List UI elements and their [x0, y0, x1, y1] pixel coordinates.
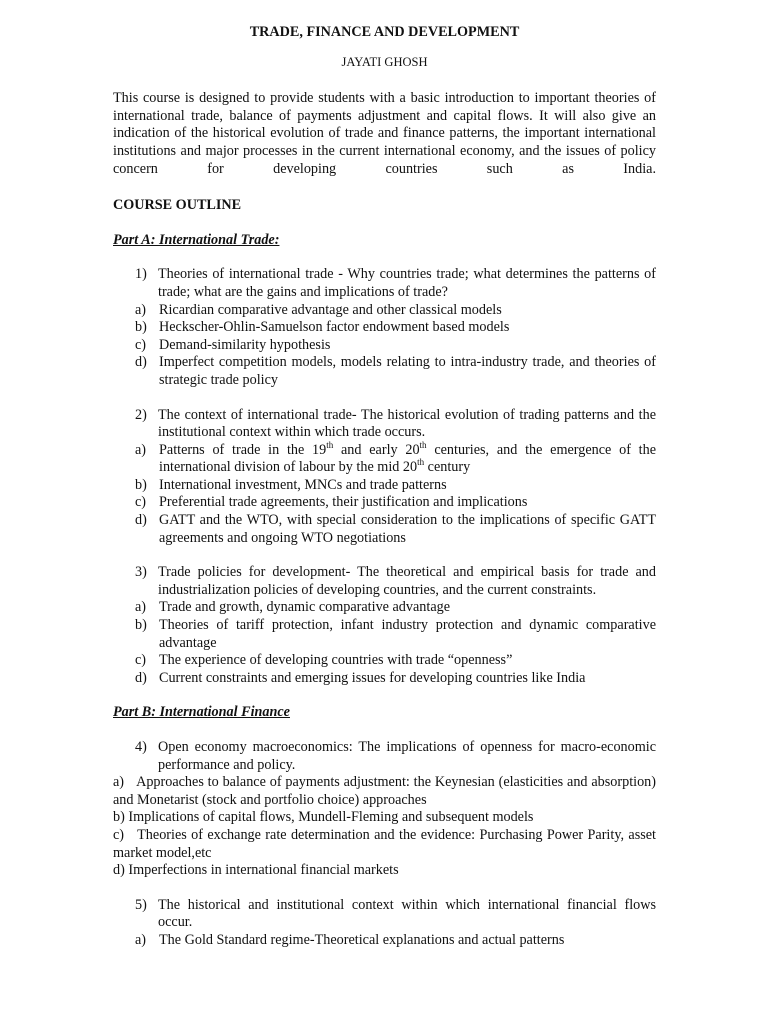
- section-text: The context of international trade- The historical evolution of trading patterns and the institutional context within which trade occurs.: [158, 406, 656, 441]
- list-item: [113, 512, 656, 547]
- section-text: Theories of international trade - Why countries trade; what determines the patterns of trade; what are the gains and implications of trade?: [158, 266, 656, 300]
- item-text: Implications of capital flows, Mundell-Fleming and subsequent models: [128, 809, 534, 826]
- item-text-part: century: [424, 459, 471, 476]
- item-label: b): [113, 809, 125, 826]
- list-item: [113, 439, 657, 477]
- item-label: b): [135, 617, 147, 634]
- list-item: [113, 774, 656, 809]
- section-5-title: [113, 897, 656, 932]
- item-label: a): [135, 599, 147, 616]
- item-label: c): [135, 336, 147, 353]
- item-text-part: Patterns of trade in the 19: [159, 441, 327, 458]
- list-item: [113, 809, 656, 827]
- item-text: Ricardian comparative advantage and other classical models: [159, 301, 502, 318]
- section-5: [113, 897, 656, 950]
- list-item: [113, 599, 656, 617]
- list-item: [113, 477, 656, 495]
- item-label: a): [135, 931, 147, 948]
- section-text: Trade policies for development- The theoretical and empirical basis for trade and industrialization policies of developing countries, and the current constraints.: [158, 564, 656, 598]
- part-a-heading: [113, 232, 656, 250]
- part-a-heading-text: Part A: International Trade:: [113, 231, 280, 248]
- item-label: a): [113, 774, 125, 791]
- list-item: [113, 862, 656, 880]
- list-item: [113, 494, 656, 512]
- list-item: [113, 827, 656, 862]
- course-outline-heading: COURSE OUTLINE: [113, 197, 242, 214]
- section-2: [113, 407, 656, 548]
- item-text: Theories of tariff protection, infant industry protection and dynamic comparative advantage: [159, 617, 656, 651]
- list-item: [113, 319, 656, 337]
- section-3: [113, 564, 656, 687]
- item-text: Theories of exchange rate determination and the evidence: Purchasing Power Parity, asset market model,etc: [113, 826, 656, 861]
- section-number: 4): [135, 739, 147, 755]
- item-text: Demand-similarity hypothesis: [159, 336, 331, 353]
- document-author: JAYATI GHOSH: [341, 54, 428, 69]
- section-number: 2): [135, 406, 147, 423]
- item-text: [159, 439, 657, 477]
- item-text: Imperfect competition models, models relating to intra-industry trade, and theories of strategic trade policy: [159, 354, 656, 388]
- item-label: d): [135, 669, 147, 686]
- list-item: [113, 337, 656, 355]
- item-text-part: centuries, and the emergence of the international division of labour by the mid 20: [159, 441, 657, 476]
- item-text: The experience of developing countries with trade “openness”: [159, 652, 513, 669]
- item-text: The Gold Standard regime-Theoretical explanations and actual patterns: [159, 931, 565, 948]
- item-label: c): [113, 826, 125, 843]
- section-4: [113, 739, 656, 880]
- item-label: b): [135, 476, 147, 493]
- section-1: [113, 266, 656, 389]
- item-label: a): [135, 441, 147, 458]
- list-item: [113, 670, 656, 688]
- item-text: Trade and growth, dynamic comparative advantage: [159, 599, 451, 616]
- item-label: c): [135, 494, 147, 511]
- list-item: [113, 354, 656, 389]
- item-text: GATT and the WTO, with special consideration to the implications of specific GATT agreements and ongoing WTO negotiations: [159, 512, 656, 546]
- item-text: International investment, MNCs and trade patterns: [159, 476, 447, 493]
- intro-paragraph: This course is designed to provide students with a basic introduction to important theories of international trade, balance of payments adjustment and capital flows. It will also give an indication of the historical evolution of trade and finance patterns, the important international institutions and major processes in the current international economy, and the issues of policy concern for developing countries such as India.: [113, 90, 656, 177]
- list-item: [113, 617, 656, 652]
- item-text: Approaches to balance of payments adjustment: the Keynesian (elasticities and absorption) and Monetarist (stock and portfolio choice) approaches: [113, 774, 656, 808]
- item-text: Heckscher-Ohlin-Samuelson factor endowment based models: [159, 319, 510, 336]
- section-number: 1): [135, 266, 147, 283]
- list-item: [113, 652, 656, 670]
- section-1-title: [113, 266, 656, 301]
- section-3-title: [113, 564, 656, 599]
- item-label: b): [135, 319, 147, 336]
- document-title: TRADE, FINANCE AND DEVELOPMENT: [249, 24, 520, 40]
- part-b-heading-text: Part B: International Finance: [113, 704, 290, 721]
- superscript: th: [419, 439, 427, 450]
- list-item: [113, 302, 656, 320]
- item-label: a): [135, 301, 147, 318]
- item-label: d): [113, 862, 125, 879]
- item-label: c): [135, 652, 147, 669]
- item-label: d): [135, 354, 147, 371]
- section-4-title: [113, 739, 656, 774]
- item-text: Imperfections in international financial markets: [128, 862, 399, 879]
- superscript: th: [417, 457, 425, 468]
- section-text: Open economy macroeconomics: The implications of openness for macro-economic performance and policy.: [158, 739, 656, 773]
- item-text: Preferential trade agreements, their justification and implications: [159, 494, 528, 511]
- item-text-part: and early 20: [333, 441, 420, 458]
- superscript: th: [326, 439, 334, 450]
- item-label: d): [135, 512, 147, 529]
- list-item: [113, 932, 656, 950]
- item-text: Current constraints and emerging issues for developing countries like India: [159, 669, 586, 686]
- section-number: 3): [135, 564, 147, 581]
- section-text: The historical and institutional context within which international financial flows occur.: [158, 896, 656, 931]
- section-2-title: [113, 407, 656, 442]
- section-number: 5): [135, 896, 147, 913]
- part-b-heading: [113, 704, 656, 722]
